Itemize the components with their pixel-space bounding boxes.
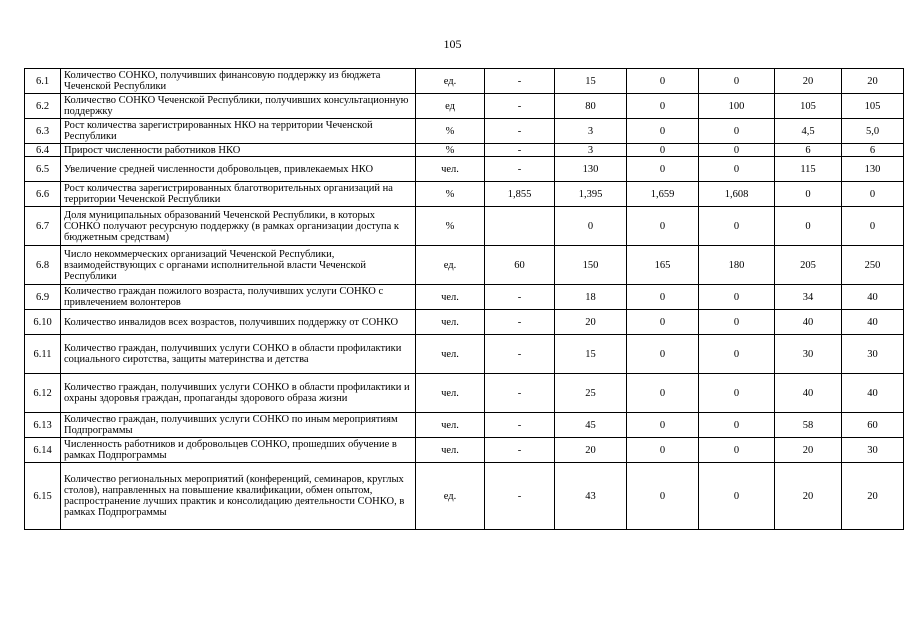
row-number: 6.15 <box>25 463 61 530</box>
indicator-name: Прирост численности работников НКО <box>61 144 416 157</box>
value-cell: 0 <box>627 310 699 335</box>
value-cell: 0 <box>627 285 699 310</box>
row-number: 6.2 <box>25 94 61 119</box>
table-row <box>25 463 904 530</box>
indicator-name: Количество СОНКО, получивших финансовую поддержку из бюджета Чеченской Республики <box>61 69 416 94</box>
indicator-name: Количество граждан, получивших услуги СОНКО в области профилактики социального сиротства, защиты материнства и детства <box>61 335 416 374</box>
unit-cell: чел. <box>416 285 485 310</box>
value-cell: 20 <box>775 463 842 530</box>
value-cell: 0 <box>699 374 775 413</box>
value-cell: 0 <box>627 438 699 463</box>
value-cell: 0 <box>699 144 775 157</box>
row-number: 6.8 <box>25 246 61 285</box>
value-cell: - <box>485 438 555 463</box>
value-cell: 30 <box>842 335 904 374</box>
indicators-table <box>24 68 904 530</box>
unit-cell: % <box>416 182 485 207</box>
value-cell: 0 <box>775 182 842 207</box>
indicator-name: Увеличение средней численности добровольцев, привлекаемых НКО <box>61 157 416 182</box>
value-cell: 0 <box>627 144 699 157</box>
indicator-name: Количество СОНКО Чеченской Республики, получивших консультационную поддержку <box>61 94 416 119</box>
value-cell: 105 <box>775 94 842 119</box>
table-row <box>25 69 904 94</box>
value-cell: 40 <box>775 374 842 413</box>
table-row <box>25 438 904 463</box>
value-cell: 1,855 <box>485 182 555 207</box>
value-cell: 0 <box>699 285 775 310</box>
unit-cell: % <box>416 207 485 246</box>
value-cell: 20 <box>842 69 904 94</box>
value-cell: - <box>485 144 555 157</box>
value-cell: 5,0 <box>842 119 904 144</box>
value-cell: 105 <box>842 94 904 119</box>
indicator-name: Количество граждан, получивших услуги СОНКО в области профилактики и охраны здоровья граждан, пропаганды здорового образа жизни <box>61 374 416 413</box>
value-cell: 43 <box>555 463 627 530</box>
value-cell: 1,395 <box>555 182 627 207</box>
value-cell: 0 <box>842 182 904 207</box>
value-cell: 0 <box>842 207 904 246</box>
value-cell: 20 <box>555 310 627 335</box>
row-number: 6.5 <box>25 157 61 182</box>
value-cell: 80 <box>555 94 627 119</box>
value-cell: 30 <box>842 438 904 463</box>
indicator-name: Рост количества зарегистрированных НКО на территории Чеченской Республики <box>61 119 416 144</box>
unit-cell: ед <box>416 94 485 119</box>
value-cell: - <box>485 157 555 182</box>
row-number: 6.7 <box>25 207 61 246</box>
indicator-name: Количество региональных мероприятий (конференций, семинаров, круглых столов), направленных на повышение квалификации, обмен опытом, распространение лучших практик и консолидацию деятельности СОНКО, в рамках Подпрограммы <box>61 463 416 530</box>
value-cell: 0 <box>627 374 699 413</box>
value-cell: 3 <box>555 119 627 144</box>
value-cell: 0 <box>627 119 699 144</box>
value-cell <box>485 207 555 246</box>
row-number: 6.10 <box>25 310 61 335</box>
unit-cell: чел. <box>416 413 485 438</box>
unit-cell: ед. <box>416 463 485 530</box>
table-row <box>25 374 904 413</box>
value-cell: 20 <box>775 69 842 94</box>
row-number: 6.13 <box>25 413 61 438</box>
value-cell: 0 <box>699 413 775 438</box>
table-row <box>25 182 904 207</box>
value-cell: 1,659 <box>627 182 699 207</box>
unit-cell: чел. <box>416 335 485 374</box>
row-number: 6.9 <box>25 285 61 310</box>
value-cell: 0 <box>627 335 699 374</box>
indicator-name: Количество граждан, получивших услуги СОНКО по иным мероприятиям Подпрограммы <box>61 413 416 438</box>
value-cell: 20 <box>842 463 904 530</box>
value-cell: 34 <box>775 285 842 310</box>
indicator-name: Доля муниципальных образований Чеченской Республики, в которых СОНКО получают ресурсную поддержку (в рамках организации доступа к бюджетным средствам) <box>61 207 416 246</box>
row-number: 6.3 <box>25 119 61 144</box>
value-cell: 60 <box>842 413 904 438</box>
value-cell: 0 <box>555 207 627 246</box>
value-cell: - <box>485 285 555 310</box>
unit-cell: чел. <box>416 157 485 182</box>
value-cell: - <box>485 463 555 530</box>
value-cell: 18 <box>555 285 627 310</box>
value-cell: 0 <box>699 207 775 246</box>
row-number: 6.11 <box>25 335 61 374</box>
value-cell: 3 <box>555 144 627 157</box>
value-cell: 0 <box>699 335 775 374</box>
value-cell: 0 <box>775 207 842 246</box>
value-cell: 15 <box>555 335 627 374</box>
table-row <box>25 246 904 285</box>
table-row <box>25 207 904 246</box>
value-cell: - <box>485 413 555 438</box>
value-cell: 40 <box>842 374 904 413</box>
value-cell: 130 <box>842 157 904 182</box>
table-row <box>25 144 904 157</box>
value-cell: 0 <box>627 207 699 246</box>
value-cell: 6 <box>775 144 842 157</box>
table-row <box>25 157 904 182</box>
table-row <box>25 310 904 335</box>
value-cell: 30 <box>775 335 842 374</box>
value-cell: 6 <box>842 144 904 157</box>
value-cell: 0 <box>627 413 699 438</box>
value-cell: - <box>485 310 555 335</box>
value-cell: 58 <box>775 413 842 438</box>
unit-cell: чел. <box>416 310 485 335</box>
value-cell: 40 <box>842 285 904 310</box>
value-cell: 1,608 <box>699 182 775 207</box>
value-cell: 0 <box>627 157 699 182</box>
value-cell: 15 <box>555 69 627 94</box>
value-cell: 0 <box>627 69 699 94</box>
value-cell: 60 <box>485 246 555 285</box>
value-cell: 40 <box>775 310 842 335</box>
page-number: 105 <box>443 37 462 51</box>
value-cell: 45 <box>555 413 627 438</box>
unit-cell: чел. <box>416 374 485 413</box>
row-number: 6.12 <box>25 374 61 413</box>
value-cell: 0 <box>627 94 699 119</box>
indicator-name: Число некоммерческих организаций Чеченской Республики, взаимодействующих с органами исполнительной власти Чеченской Республики <box>61 246 416 285</box>
row-number: 6.14 <box>25 438 61 463</box>
indicator-name: Количество инвалидов всех возрастов, получивших поддержку от СОНКО <box>61 310 416 335</box>
row-number: 6.6 <box>25 182 61 207</box>
value-cell: 0 <box>699 438 775 463</box>
value-cell: 4,5 <box>775 119 842 144</box>
value-cell: 100 <box>699 94 775 119</box>
value-cell: 180 <box>699 246 775 285</box>
value-cell: 0 <box>699 119 775 144</box>
unit-cell: ед. <box>416 69 485 94</box>
row-number: 6.1 <box>25 69 61 94</box>
indicator-name: Рост количества зарегистрированных благотворительных организаций на территории Чеченской Республики <box>61 182 416 207</box>
value-cell: 40 <box>842 310 904 335</box>
value-cell: 0 <box>627 463 699 530</box>
table-body <box>25 69 904 530</box>
value-cell: 205 <box>775 246 842 285</box>
table-row <box>25 94 904 119</box>
row-number: 6.4 <box>25 144 61 157</box>
value-cell: - <box>485 69 555 94</box>
value-cell: 20 <box>775 438 842 463</box>
table-row <box>25 285 904 310</box>
value-cell: 165 <box>627 246 699 285</box>
value-cell: - <box>485 119 555 144</box>
value-cell: - <box>485 374 555 413</box>
value-cell: 150 <box>555 246 627 285</box>
unit-cell: чел. <box>416 438 485 463</box>
table-row <box>25 119 904 144</box>
table-row <box>25 335 904 374</box>
table-row <box>25 413 904 438</box>
value-cell: 115 <box>775 157 842 182</box>
unit-cell: ед. <box>416 246 485 285</box>
value-cell: 0 <box>699 69 775 94</box>
value-cell: 0 <box>699 310 775 335</box>
value-cell: 0 <box>699 463 775 530</box>
value-cell: - <box>485 94 555 119</box>
value-cell: 25 <box>555 374 627 413</box>
value-cell: 20 <box>555 438 627 463</box>
value-cell: 250 <box>842 246 904 285</box>
value-cell: 0 <box>699 157 775 182</box>
unit-cell: % <box>416 144 485 157</box>
unit-cell: % <box>416 119 485 144</box>
value-cell: 130 <box>555 157 627 182</box>
value-cell: - <box>485 335 555 374</box>
indicator-name: Количество граждан пожилого возраста, получивших услуги СОНКО с привлечением волонтеров <box>61 285 416 310</box>
indicator-name: Численность работников и добровольцев СОНКО, прошедших обучение в рамках Подпрограммы <box>61 438 416 463</box>
